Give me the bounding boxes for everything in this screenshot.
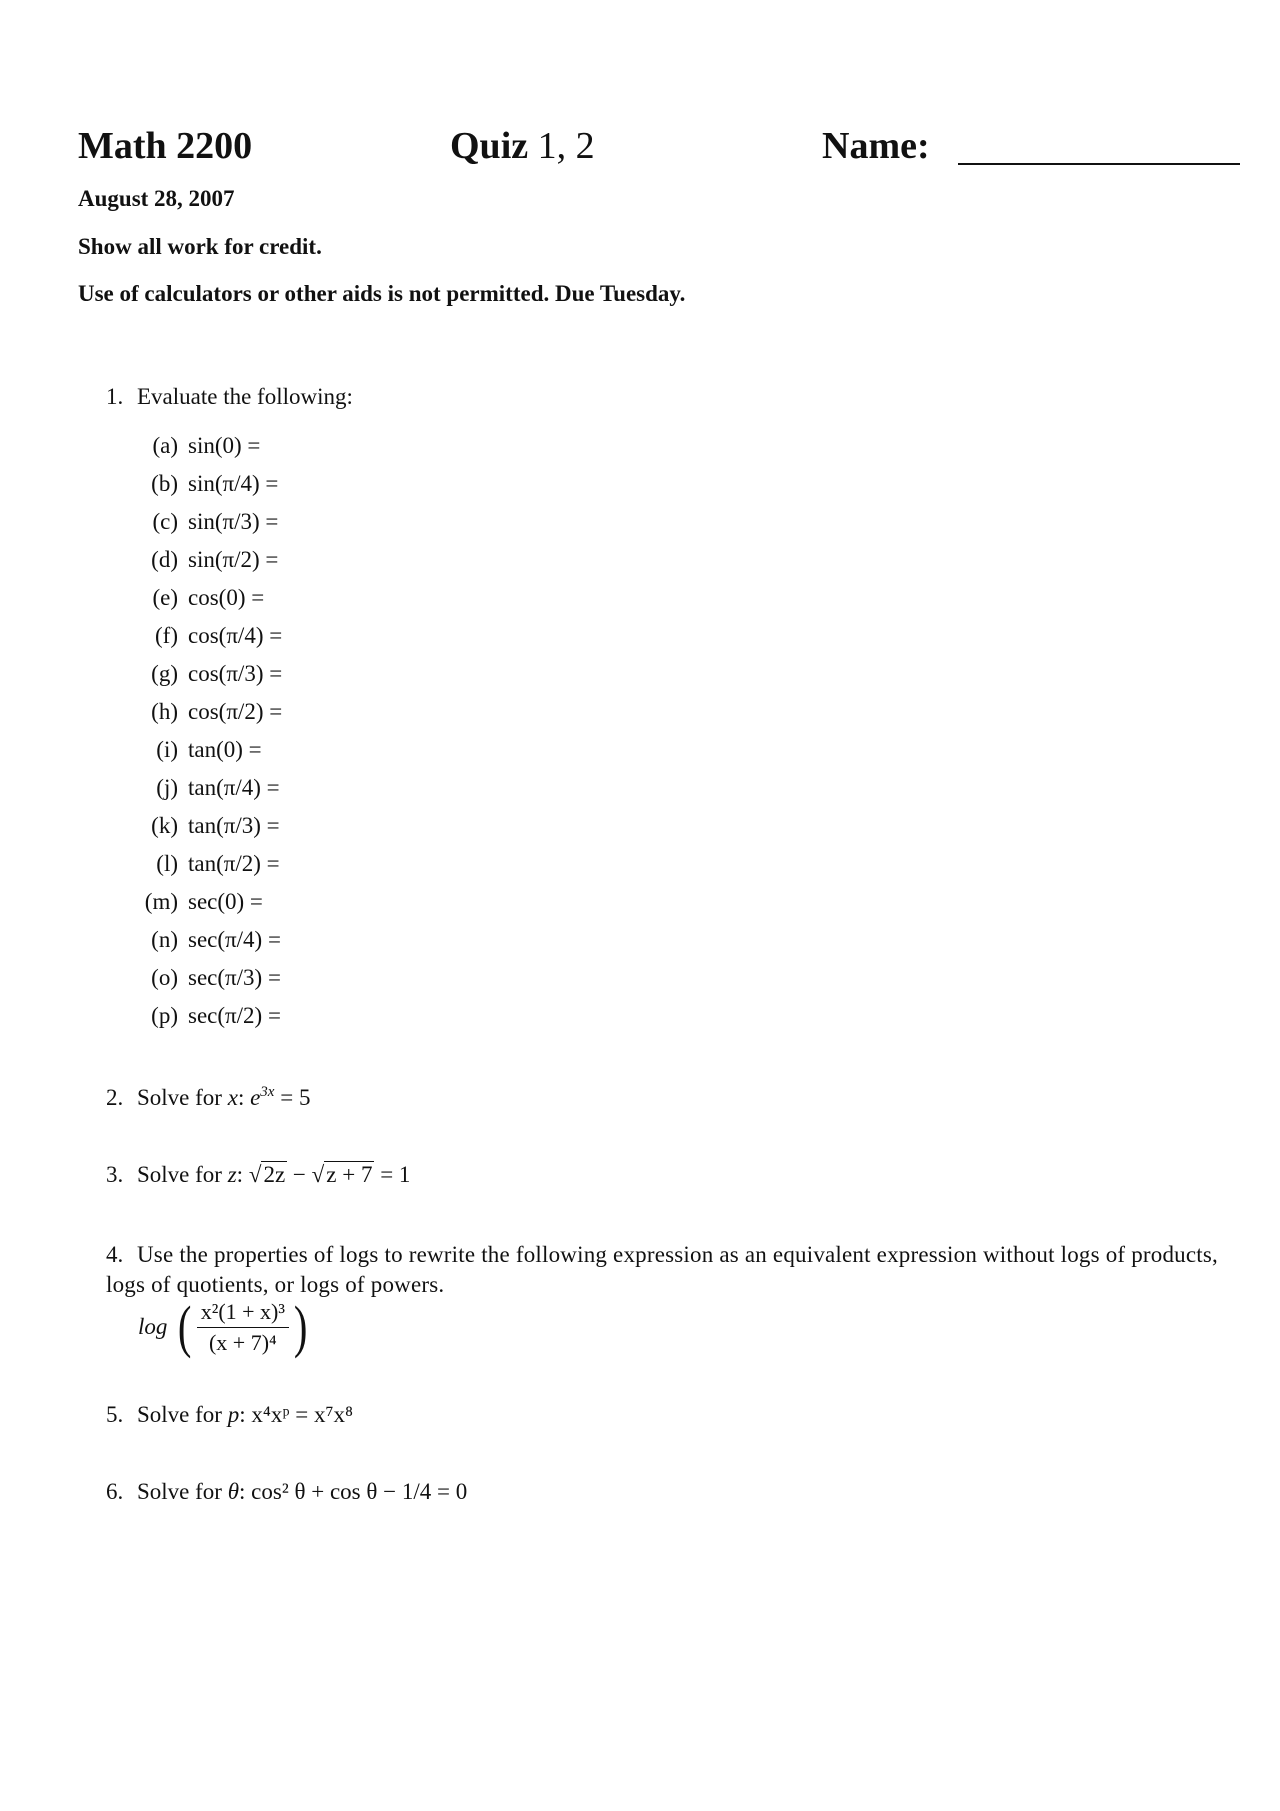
item-expression: sin(π/2) = (188, 547, 279, 572)
problem-1 (106, 384, 353, 410)
problem-number: 1. (106, 384, 124, 409)
evaluate-item (138, 697, 282, 735)
item-expression: cos(0) = (188, 585, 265, 610)
sqrt-term-1: √2z (248, 1162, 286, 1187)
problem-variable: x (227, 1085, 238, 1110)
exp-base: e (250, 1085, 261, 1110)
item-label: (c) (152, 509, 178, 534)
problem-equation: x⁴xᵖ = x⁷x⁸ (251, 1402, 354, 1427)
quiz-number: 1, 2 (537, 125, 595, 167)
item-expression: sec(0) = (188, 889, 263, 914)
item-expression: sin(0) = (188, 433, 261, 458)
problem-prefix: Solve for (137, 1085, 222, 1110)
item-label: (e) (152, 585, 178, 610)
item-expression: sec(π/4) = (188, 927, 281, 952)
evaluate-item (138, 811, 282, 849)
item-label: (f) (155, 623, 178, 648)
instruction-calculators: Use of calculators or other aids is not permitted. Due Tuesday. (78, 281, 686, 306)
problem-number: 2. (106, 1085, 124, 1110)
item-expression: cos(π/4) = (188, 623, 283, 648)
problem-6: 6. Solve for θ: cos² θ + cos θ − 1/4 = 0 (106, 1479, 468, 1504)
problem-number: 3. (106, 1162, 124, 1187)
log-function: log (138, 1314, 168, 1339)
name-blank-line (958, 163, 1240, 165)
item-expression: sin(π/4) = (188, 471, 279, 496)
name-label: Name: (822, 125, 930, 167)
problem-prefix: Solve for (137, 1479, 222, 1504)
problem-2: 2. Solve for x: $e^{3x} = 5$ (106, 1084, 311, 1110)
fraction-denominator: (x + 7)⁴ (208, 1329, 277, 1355)
evaluate-item (138, 507, 282, 545)
quiz-label: Quiz (450, 125, 529, 167)
item-label: (g) (151, 661, 178, 686)
evaluate-item (138, 583, 282, 621)
log-expression (138, 1294, 310, 1359)
evaluate-item (138, 925, 282, 963)
sqrt-term-2: √z + 7 (311, 1162, 373, 1187)
item-expression: tan(π/4) = (188, 775, 280, 800)
item-label: (d) (151, 547, 178, 572)
item-label: (h) (151, 699, 178, 724)
problem-variable: z (227, 1162, 237, 1187)
quiz-title (450, 124, 595, 168)
evaluate-item (138, 735, 282, 773)
course-title: Math 2200 (78, 125, 253, 167)
item-label: (m) (144, 889, 178, 914)
evaluate-item (138, 887, 282, 925)
problem-text: Evaluate the following: (137, 384, 353, 409)
item-label: (b) (151, 471, 178, 496)
problem-number: 5. (106, 1402, 124, 1427)
item-expression: sec(π/2) = (188, 1003, 281, 1028)
problem-5: 5. Solve for p: x⁴xᵖ = x⁷x⁸ (106, 1402, 354, 1427)
item-expression: tan(0) = (188, 737, 262, 762)
item-expression: cos(π/2) = (188, 699, 283, 724)
fraction-numerator: x²(1 + x)³ (197, 1299, 289, 1328)
problem-prefix: Solve for (137, 1402, 222, 1427)
evaluate-item (138, 1001, 282, 1039)
item-label: (o) (151, 965, 178, 990)
fraction (197, 1299, 289, 1356)
minus-sign: − (287, 1162, 312, 1187)
problem-prefix: Solve for (137, 1162, 222, 1187)
instruction-show-work: Show all work for credit. (78, 234, 322, 259)
equation-rhs: = 5 (274, 1085, 311, 1110)
evaluate-item (138, 621, 282, 659)
item-label: (i) (156, 737, 178, 762)
item-label: (k) (151, 813, 178, 838)
problem-1-items (138, 431, 282, 1039)
problem-4 (106, 1240, 1250, 1300)
right-paren: ) (293, 1294, 308, 1359)
evaluate-item (138, 469, 282, 507)
evaluate-item (138, 773, 282, 811)
problem-number: 6. (106, 1479, 124, 1504)
evaluate-item (138, 849, 282, 887)
problem-3: 3. Solve for z: √2z − √z + 7 = 1 (106, 1162, 411, 1187)
exp-power: 3x (260, 1084, 275, 1100)
item-label: (j) (156, 775, 178, 800)
item-label: (n) (151, 927, 178, 952)
evaluate-item (138, 545, 282, 583)
equation-rhs: = 1 (374, 1162, 411, 1187)
item-label: (p) (151, 1003, 178, 1028)
evaluate-item (138, 659, 282, 697)
item-label: (l) (156, 851, 178, 876)
problem-variable: p (227, 1402, 240, 1427)
problem-number: 4. (106, 1242, 124, 1267)
quiz-date: August 28, 2007 (78, 186, 235, 211)
item-expression: sec(π/3) = (188, 965, 281, 990)
item-expression: tan(π/3) = (188, 813, 280, 838)
item-label: (a) (152, 433, 178, 458)
left-paren: ( (178, 1294, 192, 1359)
item-expression: tan(π/2) = (188, 851, 280, 876)
problem-equation: cos² θ + cos θ − 1/4 = 0 (251, 1479, 468, 1504)
item-expression: sin(π/3) = (188, 509, 279, 534)
problem-text: Use the properties of logs to rewrite the following expression as an equivalent expression without logs of products, logs of quotients, or logs of powers. (106, 1242, 1218, 1297)
item-expression: cos(π/3) = (188, 661, 283, 686)
evaluate-item (138, 963, 282, 1001)
evaluate-item (138, 431, 282, 469)
problem-variable: θ (227, 1479, 240, 1504)
